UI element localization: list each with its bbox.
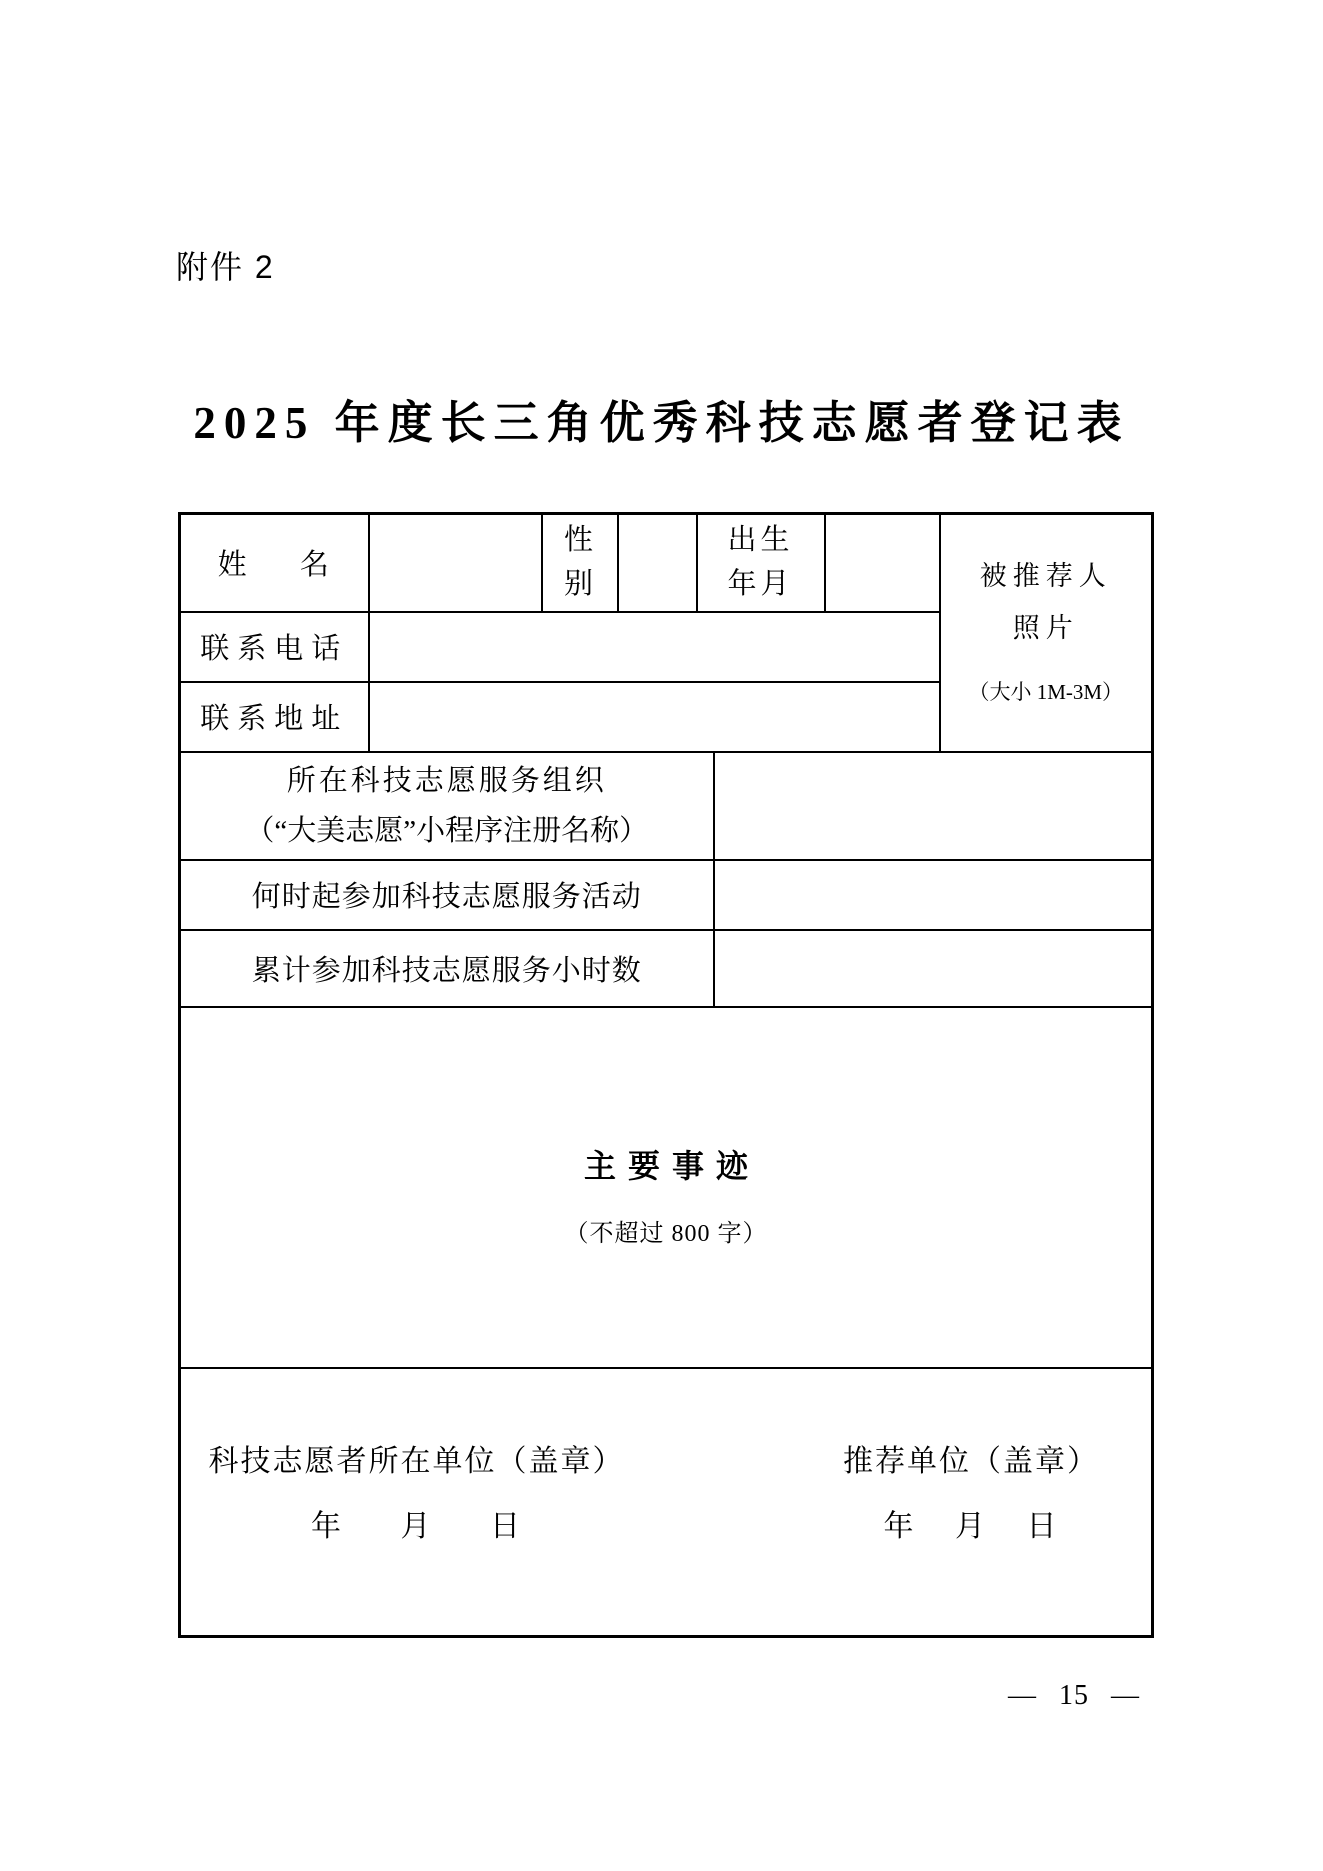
service-start-label-cell — [180, 860, 714, 930]
page-title: 2025 年度长三角优秀科技志愿者登记表 — [193, 398, 1130, 448]
organization-label-line1: 所在科技志愿服务组织 — [286, 764, 607, 797]
gender-label: 性别 — [563, 524, 595, 600]
birth-date-label-cell — [697, 514, 825, 612]
main-deeds-note: （不超过 800 字） — [564, 1220, 768, 1247]
phone-label-cell — [180, 612, 369, 682]
gender-input-cell[interactable] — [618, 514, 697, 612]
address-label-cell — [180, 682, 369, 752]
name-label: 姓 名 — [217, 549, 331, 582]
main-deeds-title: 主要事迹 — [583, 1147, 760, 1184]
recommend-unit-seal-block — [821, 1445, 1121, 1545]
service-hours-label-cell — [180, 930, 714, 1007]
service-hours-input-cell[interactable] — [714, 930, 1153, 1007]
registration-table — [178, 512, 1154, 1638]
service-start-input-cell[interactable] — [714, 860, 1153, 930]
photo-size-note: （大小 1M-3M） — [968, 679, 1124, 704]
phone-label: 联系电话 — [200, 633, 349, 665]
phone-input-cell[interactable] — [369, 612, 940, 682]
gender-label-cell — [542, 514, 618, 612]
recommend-unit-seal-label: 推荐单位（盖章） — [843, 1444, 1099, 1478]
volunteer-unit-date-line: 年 月 日 — [311, 1509, 522, 1543]
birth-date-label: 出生年月 — [727, 524, 794, 600]
photo-label-line2: 照片 — [1012, 612, 1079, 643]
main-deeds-cell[interactable] — [180, 1007, 1153, 1368]
name-label-cell — [180, 514, 369, 612]
volunteer-unit-seal-block — [189, 1445, 644, 1545]
page-number: — 15 — — [1008, 1680, 1140, 1711]
signature-cell — [180, 1368, 1153, 1637]
name-input-cell[interactable] — [369, 514, 542, 612]
recommend-unit-date-line: 年 月 日 — [883, 1509, 1059, 1543]
photo-cell[interactable] — [940, 514, 1153, 752]
address-input-cell[interactable] — [369, 682, 940, 752]
attachment-label: 附件 2 — [176, 249, 275, 285]
address-label: 联系地址 — [200, 703, 349, 735]
birth-date-input-cell[interactable] — [825, 514, 940, 612]
organization-input-cell[interactable] — [714, 752, 1153, 860]
volunteer-unit-seal-label: 科技志愿者所在单位（盖章） — [208, 1444, 625, 1478]
service-hours-label: 累计参加科技志愿服务小时数 — [251, 954, 642, 987]
organization-label-line2: （“大美志愿”小程序注册名称） — [245, 814, 649, 847]
service-start-label: 何时起参加科技志愿服务活动 — [251, 881, 642, 913]
photo-label-line1: 被推荐人 — [979, 561, 1112, 591]
organization-label-cell — [180, 752, 714, 860]
